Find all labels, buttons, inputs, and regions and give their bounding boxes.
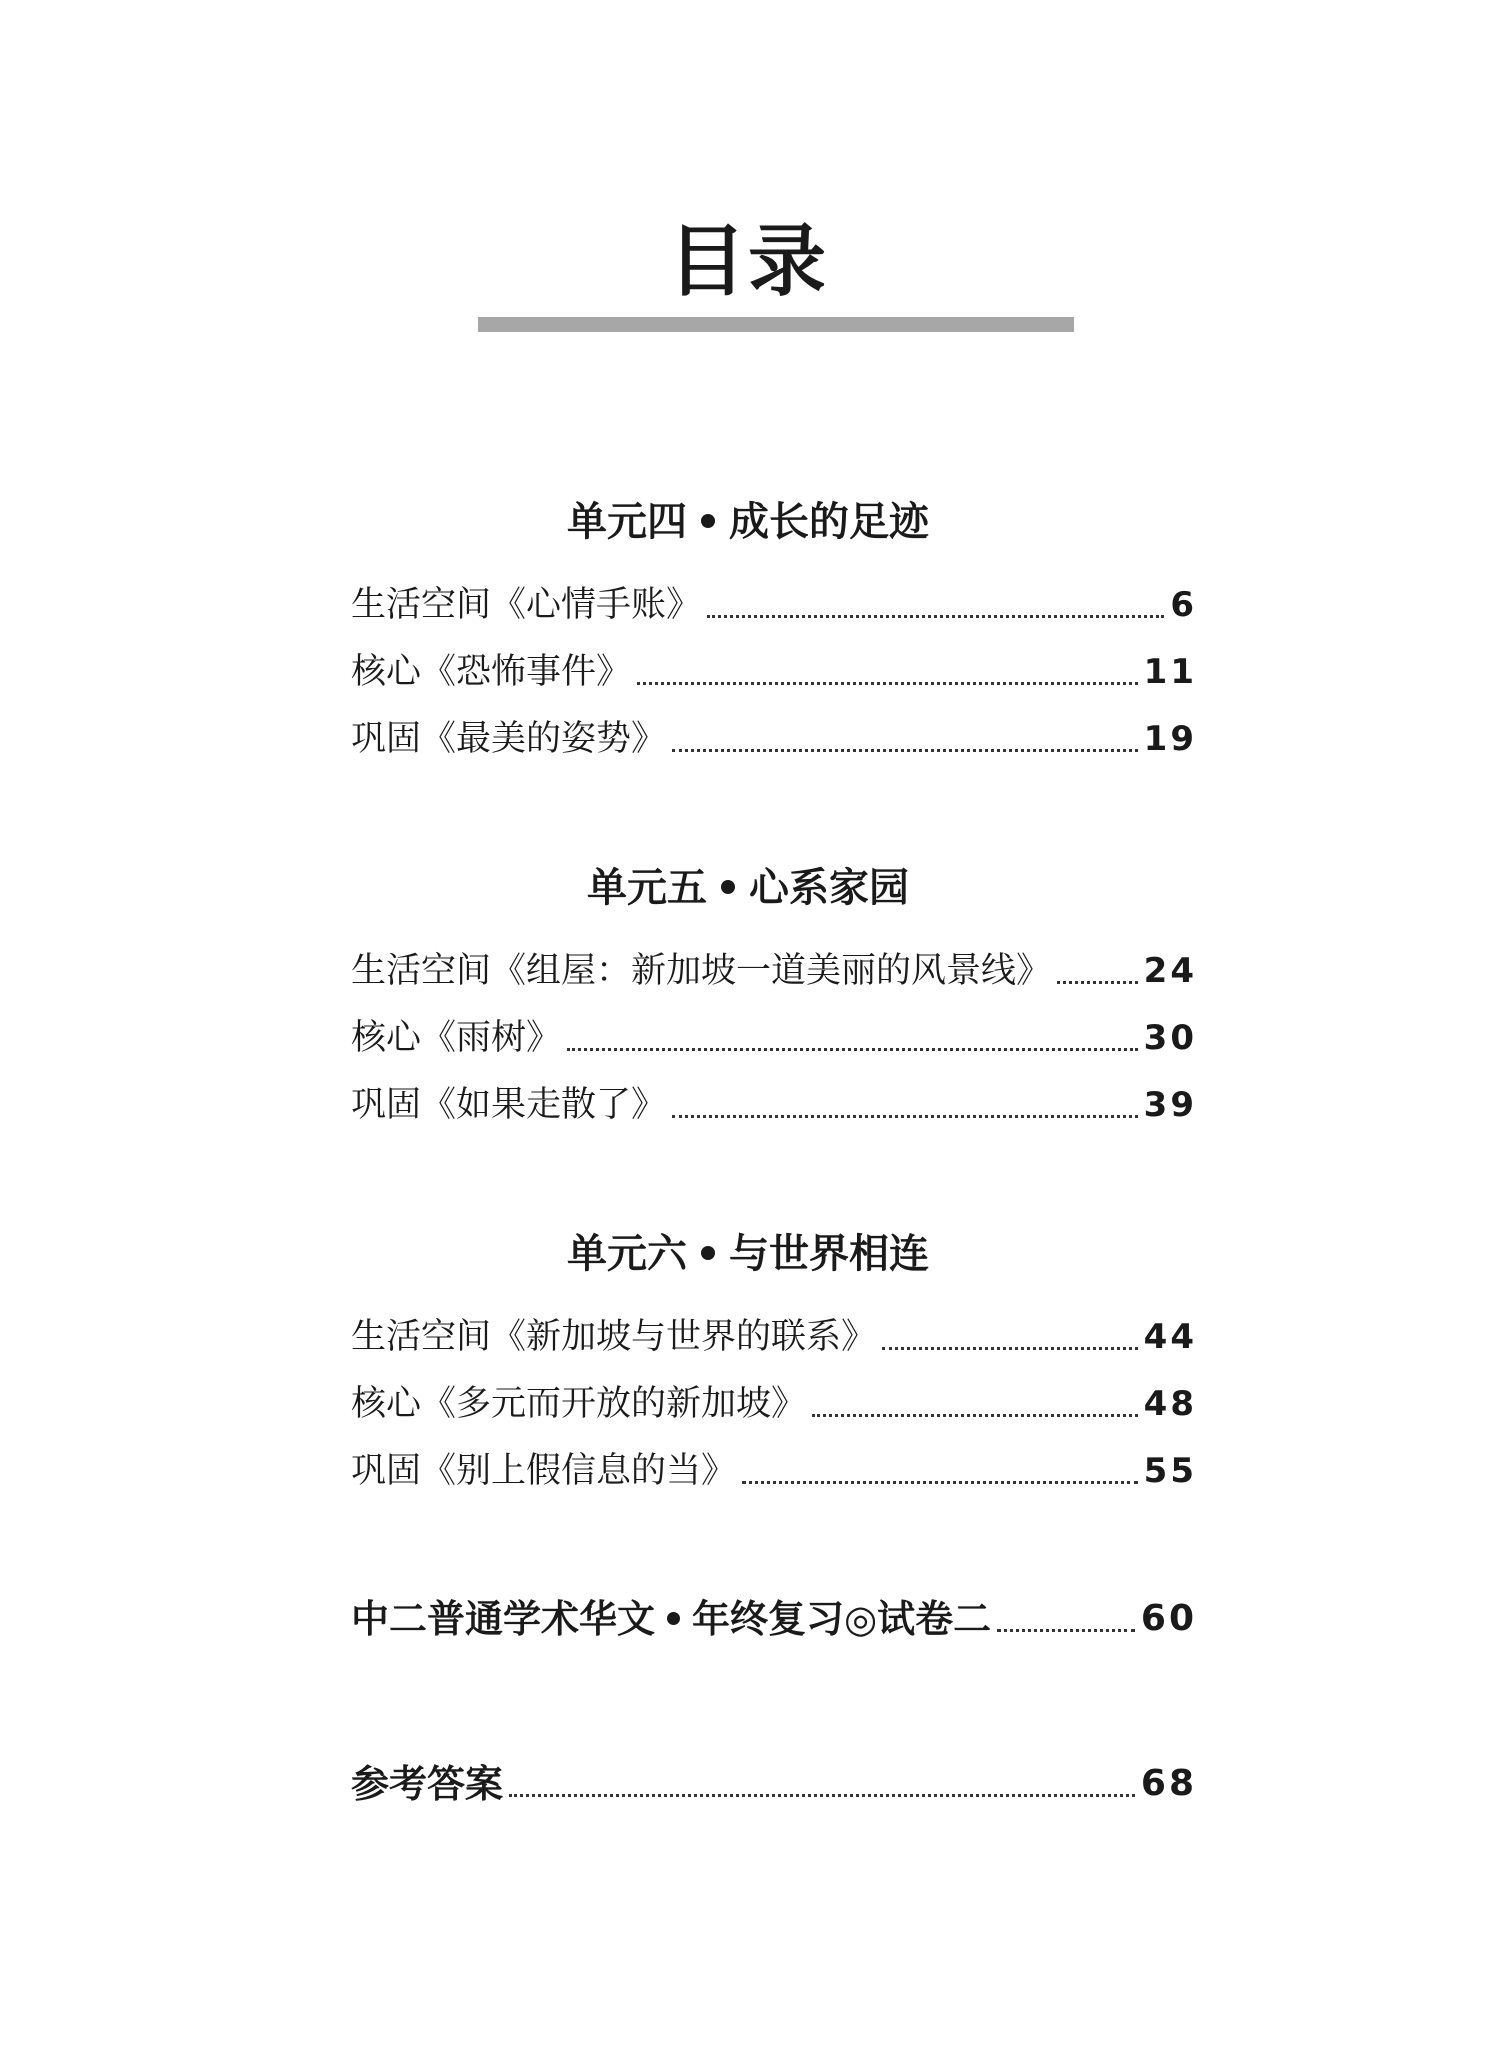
toc-entry-page-number: 24 xyxy=(1143,951,1197,991)
section-heading-unit-6 xyxy=(0,1228,1496,1280)
bullet-separator-icon xyxy=(701,514,715,528)
toc-entry-title: 核心《恐怖事件》 xyxy=(351,652,632,692)
dot-leader xyxy=(997,1629,1135,1632)
toc-entry-title: 生活空间《新加坡与世界的联系》 xyxy=(351,1317,877,1357)
toc-entry-page-number: 44 xyxy=(1143,1317,1197,1357)
dot-leader xyxy=(812,1414,1138,1417)
dot-leader xyxy=(742,1481,1138,1484)
unit-label: 单元五 xyxy=(587,865,707,911)
bullet-separator-icon xyxy=(667,1612,680,1625)
toc-entry[interactable] xyxy=(351,580,1197,630)
unit-label: 单元六 xyxy=(567,1231,687,1277)
toc-entry-title: 核心《多元而开放的新加坡》 xyxy=(351,1384,807,1424)
toc-entry[interactable] xyxy=(351,946,1197,996)
toc-entry-title: 巩固《最美的姿势》 xyxy=(351,719,667,759)
unit-theme: 心系家园 xyxy=(749,865,909,911)
unit-label: 单元四 xyxy=(567,499,687,545)
toc-entry-title: 巩固《如果走散了》 xyxy=(351,1085,667,1125)
toc-entry[interactable] xyxy=(351,1080,1197,1130)
bullet-separator-icon xyxy=(701,1246,715,1260)
dot-leader xyxy=(567,1048,1138,1051)
dot-leader xyxy=(509,1794,1135,1797)
toc-entry-page-number: 68 xyxy=(1140,1763,1197,1804)
toc-entry-title: 参考答案 xyxy=(351,1762,504,1806)
dot-leader xyxy=(672,749,1138,752)
section-heading-unit-5 xyxy=(0,862,1496,914)
toc-entry-title xyxy=(351,1594,991,1644)
unit-theme: 成长的足迹 xyxy=(729,499,929,545)
section-heading-unit-4 xyxy=(0,496,1496,548)
toc-entry-title: 生活空间《组屋：新加坡一道美丽的风景线》 xyxy=(351,951,1052,991)
dot-leader xyxy=(637,682,1138,685)
dot-leader xyxy=(707,615,1164,618)
toc-entry-answers[interactable] xyxy=(351,1759,1197,1809)
dot-leader xyxy=(1057,981,1138,984)
toc-entry-title: 生活空间《心情手账》 xyxy=(351,585,702,625)
dot-leader xyxy=(672,1115,1138,1118)
review-paper-label: 年终复习◎试卷二 xyxy=(692,1597,992,1641)
toc-entry[interactable] xyxy=(351,1446,1197,1496)
unit-theme: 与世界相连 xyxy=(729,1231,929,1277)
toc-entry-page-number: 19 xyxy=(1143,719,1197,759)
toc-entry[interactable] xyxy=(351,647,1197,697)
toc-entry-year-end-review[interactable] xyxy=(351,1594,1197,1644)
toc-entry-page-number: 30 xyxy=(1143,1018,1197,1058)
toc-entry[interactable] xyxy=(351,1379,1197,1429)
toc-entry-page-number: 55 xyxy=(1143,1451,1197,1491)
dot-leader xyxy=(882,1347,1138,1350)
toc-entry-page-number: 60 xyxy=(1140,1598,1197,1639)
toc-entry-page-number: 11 xyxy=(1143,652,1197,692)
title-underline xyxy=(478,317,1074,332)
toc-entry-page-number: 39 xyxy=(1143,1085,1197,1125)
page-title: 目录 xyxy=(667,217,828,307)
toc-entry-page-number: 6 xyxy=(1170,585,1197,625)
toc-entry-title: 核心《雨树》 xyxy=(351,1018,562,1058)
bullet-separator-icon xyxy=(721,880,735,894)
toc-entry-page-number: 48 xyxy=(1143,1384,1197,1424)
toc-entry[interactable] xyxy=(351,1013,1197,1063)
toc-entry[interactable] xyxy=(351,1312,1197,1362)
toc-entry-title: 巩固《别上假信息的当》 xyxy=(351,1451,737,1491)
review-course-label: 中二普通学术华文 xyxy=(351,1597,656,1641)
toc-entry[interactable] xyxy=(351,714,1197,764)
